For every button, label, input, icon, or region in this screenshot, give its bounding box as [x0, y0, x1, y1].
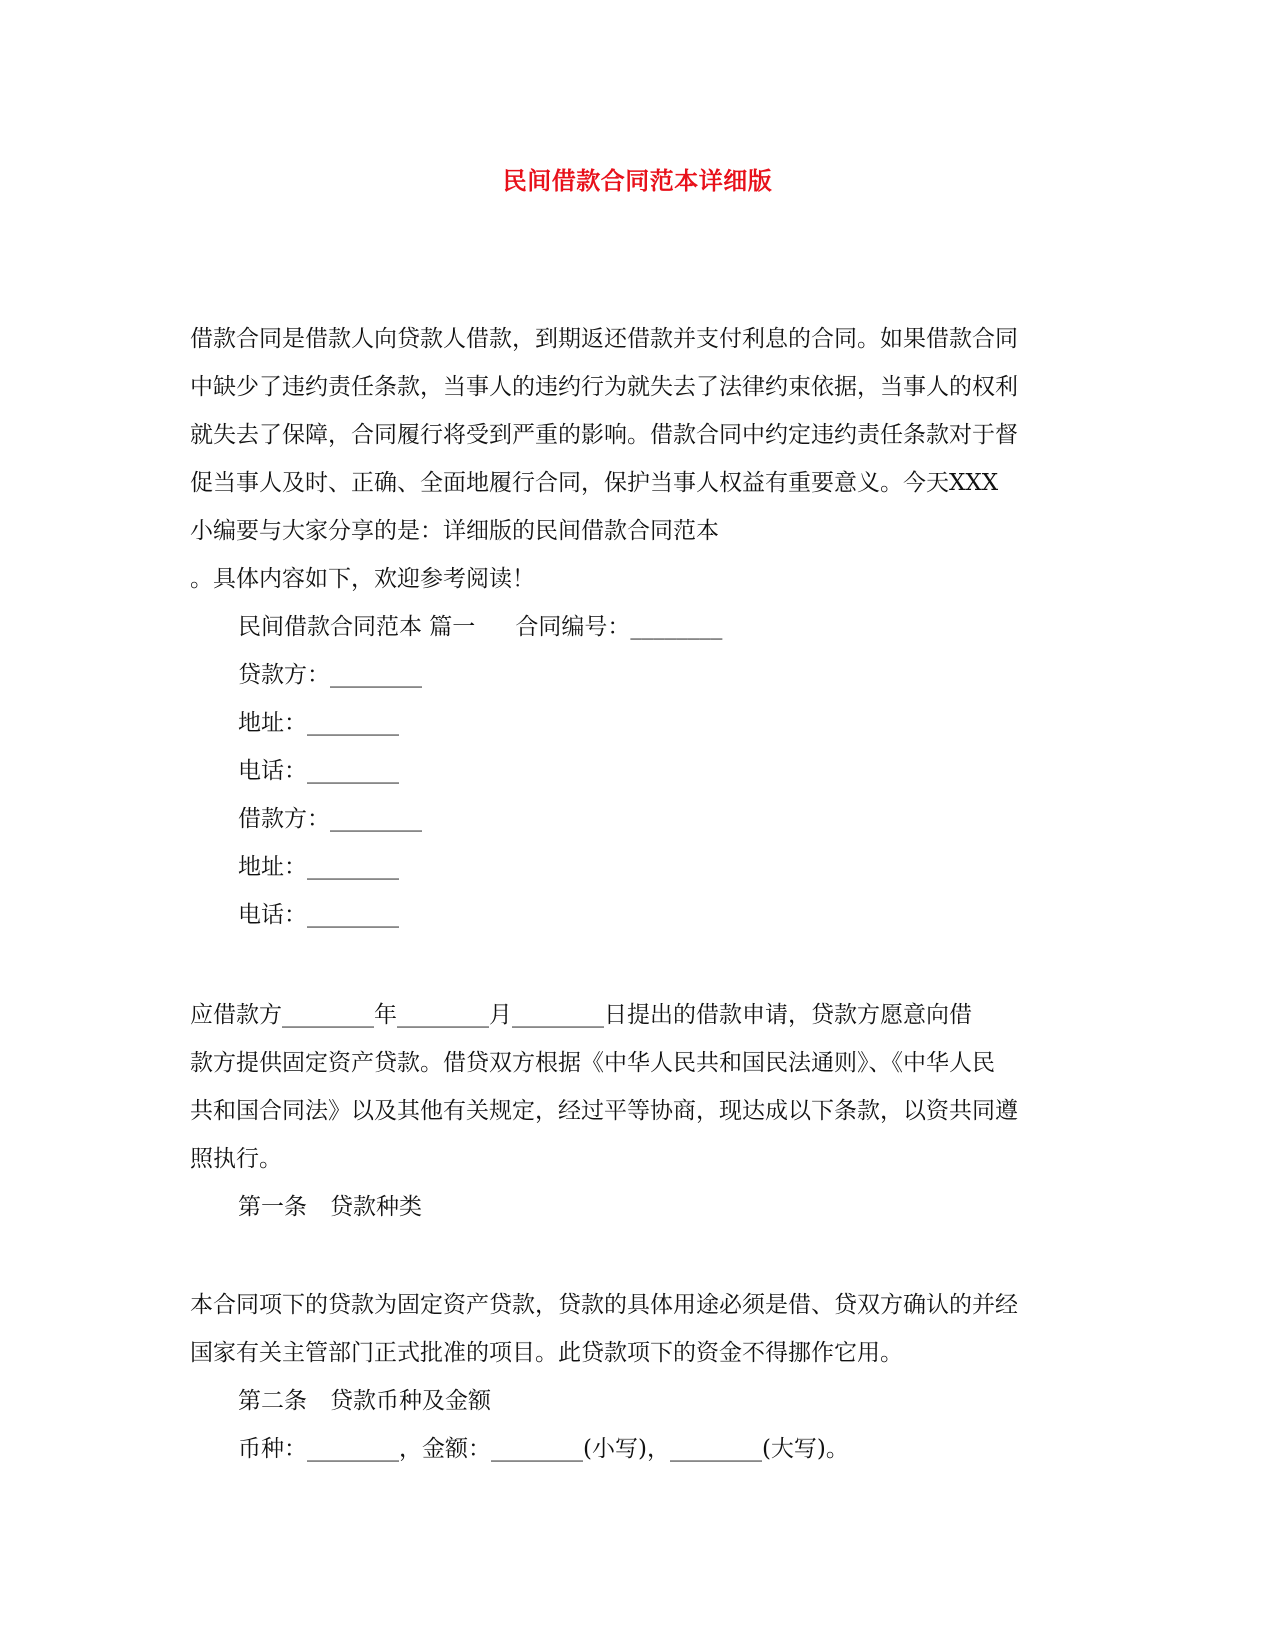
article-2-currency-line: 币种：________，金额：________(小写)，________(大写)。 — [238, 1436, 849, 1462]
text-line: 就失去了保障，合同履行将受到严重的影响。借款合同中约定违约责任条款对于督 — [190, 422, 1018, 448]
article-1-heading: 第一条 贷款种类 — [238, 1194, 422, 1220]
document-title: 民间借款合同范本详细版 — [502, 167, 773, 195]
text-line: 共和国合同法》以及其他有关规定，经过平等协商，现达成以下条款，以资共同遵 — [190, 1098, 1018, 1124]
parties-list — [190, 651, 1094, 939]
borrower-address-field: 地址：________ — [238, 854, 399, 880]
text-line: 小编要与大家分享的是：详细版的民间借款合同范本 — [190, 518, 719, 544]
lender-phone-field: 电话：________ — [238, 758, 399, 784]
text-line: 照执行。 — [190, 1146, 282, 1172]
text-line: 本合同项下的贷款为固定资产贷款，贷款的具体用途必须是借、贷双方确认的并经 — [190, 1292, 1018, 1318]
section-title: 民间借款合同范本 篇一 — [238, 614, 476, 640]
preamble-paragraph — [190, 991, 1094, 1183]
text-line: 。具体内容如下，欢迎参考阅读！ — [190, 566, 535, 592]
contract-number-field: 合同编号：________ — [515, 614, 723, 640]
text-line: 应借款方________年________月________日提出的借款申请，贷款方愿意向借 — [190, 1002, 972, 1028]
contract-header — [190, 603, 1094, 651]
text-line: 款方提供固定资产贷款。借贷双方根据《中华人民共和国民法通则》、《中华人民 — [190, 1050, 995, 1076]
borrower-field: 借款方：________ — [238, 806, 422, 832]
text-line: 国家有关主管部门正式批准的项目。此贷款项下的资金不得挪作它用。 — [190, 1340, 903, 1366]
article-2-heading: 第二条 贷款币种及金额 — [238, 1388, 491, 1414]
document-body — [190, 315, 1094, 1473]
article-1-paragraph — [190, 1281, 1094, 1377]
lender-address-field: 地址：________ — [238, 710, 399, 736]
borrower-phone-field: 电话：________ — [238, 902, 399, 928]
text-line: 中缺少了违约责任条款，当事人的违约行为就失去了法律约束依据，当事人的权利 — [190, 374, 1018, 400]
lender-field: 贷款方：________ — [238, 662, 422, 688]
text-line: 促当事人及时、正确、全面地履行合同，保护当事人权益有重要意义。今天XXX — [190, 470, 999, 496]
text-line: 借款合同是借款人向贷款人借款，到期返还借款并支付利息的合同。如果借款合同 — [190, 326, 1018, 352]
intro-paragraph — [190, 315, 1094, 603]
